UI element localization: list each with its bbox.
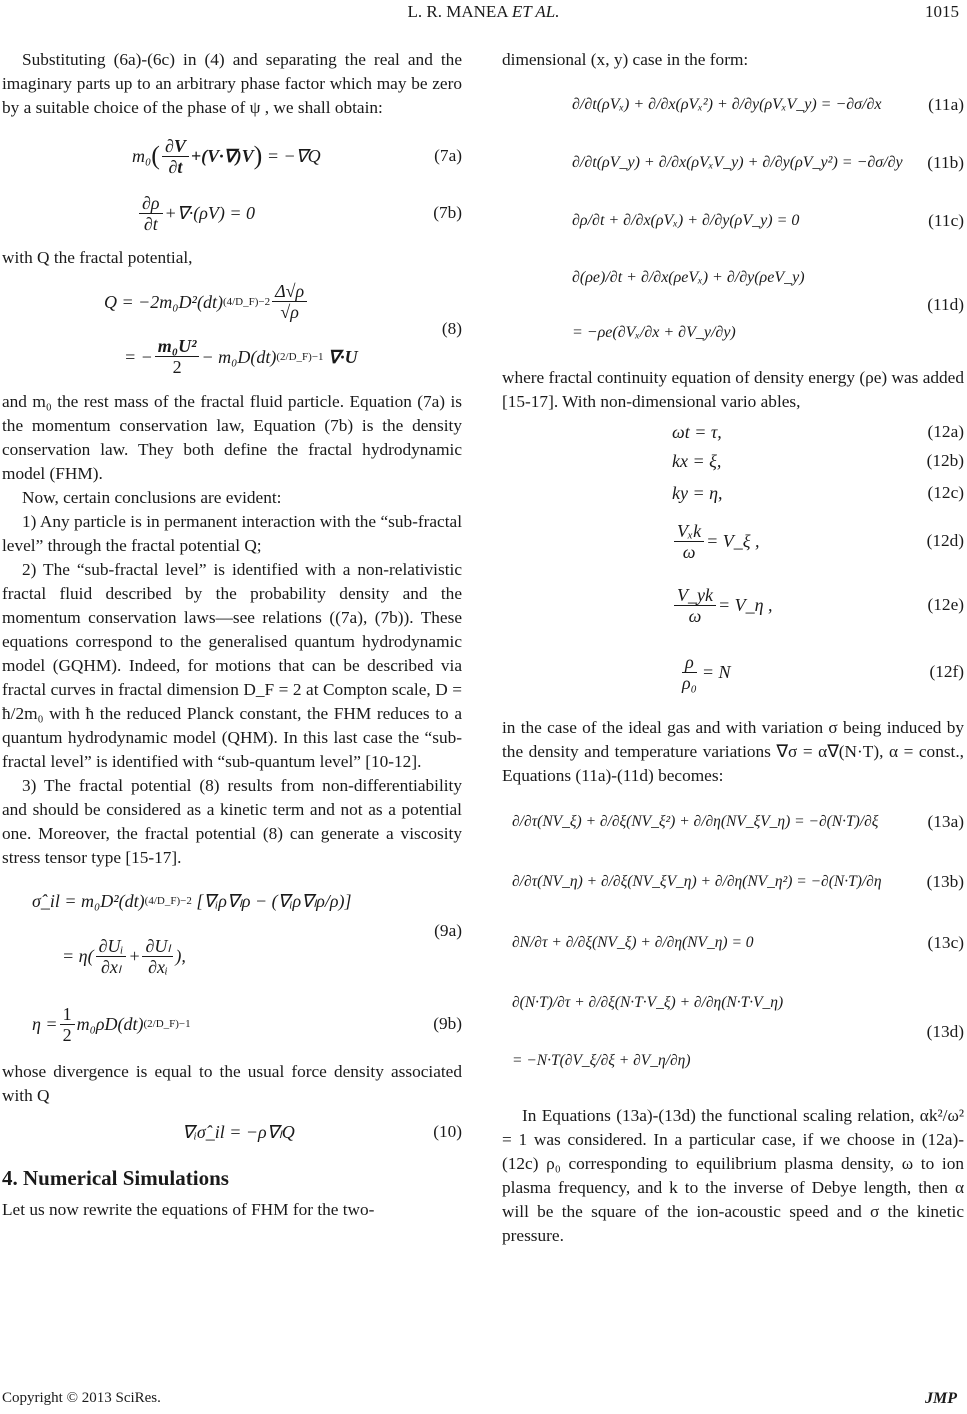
- section-heading: 4. Numerical Simulations: [2, 1166, 229, 1190]
- equation-8: Q = −2m₀D²(dt) (4/D_F)−2 $\frac{\Delta√\rho}{√\rho}$ = − $\frac{\text{m₀U²}}{2}$ − m₀D(dt) (2/D_F)−1 ∇·U (8): [104, 281, 462, 377]
- equation-12b: kx = ξ, (12b): [672, 451, 964, 471]
- equation-number: (12f): [929, 662, 964, 681]
- equation-12c: ky = η, (12c): [672, 483, 964, 503]
- page-number: 1015: [925, 2, 959, 21]
- equation-10: ∇ᵢσ̂_il = −ρ∇ₗQ (10): [182, 1122, 462, 1142]
- equation-7a: m₀ ( $\frac{\partial V}{\partial t}$ +(V·∇)V ) = −∇Q (7a): [132, 135, 462, 177]
- equation-number: (13a): [927, 812, 964, 831]
- equation-number: (9a): [434, 921, 462, 940]
- paragraph: in the case of the ideal gas and with variation σ being induced by the density and temperature variations ∇σ = α∇(N·T), α = const., Equations (11a)-(11d) becomes:: [502, 718, 964, 785]
- equation-11b: ∂/∂t(ρV_y) + ∂/∂x(ρVₓV_y) + ∂/∂y(ρV_y²) = −∂σ/∂y (11b): [502, 134, 964, 192]
- paragraph: whose divergence is equal to the usual force density associated with Q: [2, 1062, 462, 1105]
- header-authors: L. R. MANEA: [407, 2, 508, 21]
- equation-number: (13c): [927, 933, 964, 952]
- equation-9a: σ̂_il = m₀D²(dt) (4/D_F)−2 [∇ᵢρ∇ₗρ − (∇ᵢρ∇ₗρ/ρ)] = η( $\frac{\text{∂Uᵢ}}{\text{∂xₗ}}$ + $\frac{\text{∂Uₗ}}{\text{∂xᵢ}}$ ), (9a): [32, 891, 462, 977]
- paragraph: where fractal continuity equation of density energy (ρe) was added [15-17]. With non-dimensional vario ables,: [502, 368, 964, 411]
- right-column: [502, 48, 964, 1248]
- equation-number: (11c): [928, 211, 964, 230]
- equation-number: (13b): [926, 872, 964, 891]
- list-item: 2) The “sub-fractal level” is identified with a non-relativistic fractal fluid described by the probability density and the momentum conservation laws—see relations ((7a), (7b)). These equations correspond to the generalised quantum hydrodynamic model (GQHM). Indeed, for motions that can be described via fractal curves in fractal dimension D_F = 2 at Compton scale, D = ħ/2m₀ with ħ the reduced Planck constant, the FHM reduces to a quantum hydrodynamic model (QHM). In this last case the “sub-fractal level” is identified with “sub-quantum level” [10-12].: [2, 560, 462, 771]
- equation-9b: η = $\frac{1}{2}$ m₀ρD(dt) (2/D_F)−1 (9b): [32, 1003, 462, 1045]
- equation-13d: ∂(N·T)/∂τ + ∂/∂ξ(N·T·V_ξ) + ∂/∂η(N·T·V_η) = −N·T(∂V_ξ/∂ξ + ∂V_η/∂η) (13d): [512, 994, 964, 1069]
- equation-12d: $\frac{\text{Vₓk}}{\omega}$ = V_ξ , (12d): [502, 510, 964, 572]
- equation-number: (12b): [926, 451, 964, 470]
- paragraph: Let us now rewrite the equations of FHM for the two-: [2, 1200, 375, 1219]
- equation-number: (11a): [928, 95, 964, 114]
- paragraph: In Equations (13a)-(13d) the functional scaling relation, αk²/ω² = 1 was considered. In a particular case, if we choose in (12a)-(12c) ρ₀ corresponding to equilibrium plasma density, ω to ion plasma frequency, and k to the inverse of Debye length, then α will be the square of the ion-acoustic speed and σ the kinetic pressure.: [502, 1106, 964, 1245]
- equation-13b: ∂/∂τ(NV_η) + ∂/∂ξ(NV_ξV_η) + ∂/∂η(NV_η²) = −∂(N·T)/∂η (13b): [502, 852, 964, 912]
- running-header: [0, 2, 967, 22]
- paragraph: dimensional (x, y) case in the form:: [502, 50, 749, 69]
- equation-11a: ∂/∂t(ρVₓ) + ∂/∂x(ρVₓ²) + ∂/∂y(ρVₓV_y) = −∂σ/∂x (11a): [502, 76, 964, 134]
- paragraph: with Q the fractal potential,: [2, 248, 193, 267]
- equation-number: (10): [433, 1122, 462, 1141]
- paragraph: and m₀ the rest mass of the fractal fluid particle. Equation (7a) is the momentum conservation law, Equation (7b) is the density conservation law. They both define the fractal hydrodynamic model (FHM).: [2, 392, 462, 483]
- left-column: [2, 48, 462, 1222]
- equation-number: (11b): [927, 153, 964, 172]
- equation-11c: ∂ρ/∂t + ∂/∂x(ρVₓ) + ∂/∂y(ρV_y) = 0 (11c): [502, 192, 964, 250]
- equation-number: (12e): [927, 595, 964, 614]
- equation-number: (9b): [433, 1014, 462, 1033]
- equation-12f: $\frac{\rho}{\text{ρ₀}}$ = N (12f): [682, 651, 964, 693]
- equation-number: (12c): [927, 483, 964, 502]
- equation-7b: $\frac{\partial\rho}{\partial t}$ +∇·(ρV) = 0 (7b): [2, 186, 462, 240]
- equation-12a: ωt = τ, (12a): [672, 422, 964, 442]
- equation-number: (13d): [926, 1022, 964, 1041]
- equation-number: (12d): [926, 531, 964, 550]
- copyright-notice: Copyright © 2013 SciRes.: [2, 1390, 161, 1406]
- list-item: 3) The fractal potential (8) results from non-differentiability and should be considered as a kinetic term and not as a potential one. Moreover, the fractal potential (8) can generate a viscosity stress tensor type [15-17].: [2, 776, 462, 867]
- equation-number: (12a): [927, 422, 964, 441]
- equation-number: (7b): [433, 203, 462, 222]
- header-etal: ET AL.: [511, 2, 560, 21]
- equation-12e: $\frac{V\_yk}{\omega}$ = V_η , (12e): [502, 572, 964, 638]
- paragraph: Now, certain conclusions are evident:: [22, 488, 282, 507]
- equation-number: (7a): [434, 146, 462, 165]
- list-item: 1) Any particle is in permanent interaction with the “sub-fractal level” through the fractal potential Q;: [2, 512, 462, 555]
- equation-13c: ∂N/∂τ + ∂/∂ξ(NV_ξ) + ∂/∂η(NV_η) = 0 (13c): [502, 912, 964, 974]
- equation-number: (11d): [927, 295, 964, 314]
- equation-13a: ∂/∂τ(NV_ξ) + ∂/∂ξ(NV_ξ²) + ∂/∂η(NV_ξV_η) = −∂(N·T)/∂ξ (13a): [502, 792, 964, 852]
- equation-number: (8): [441, 319, 462, 338]
- paragraph: Substituting (6a)-(6c) in (4) and separating the real and the imaginary parts up to an arbitrary phase factor which may be zero by a suitable choice of the phase of ψ , we shall obtain:: [2, 50, 462, 117]
- journal-abbrev: JMP: [925, 1390, 957, 1407]
- equation-11d: ∂(ρe)/∂t + ∂/∂x(ρeVₓ) + ∂/∂y(ρeV_y) = −ρe(∂Vₓ/∂x + ∂V_y/∂y) (11d): [572, 268, 964, 341]
